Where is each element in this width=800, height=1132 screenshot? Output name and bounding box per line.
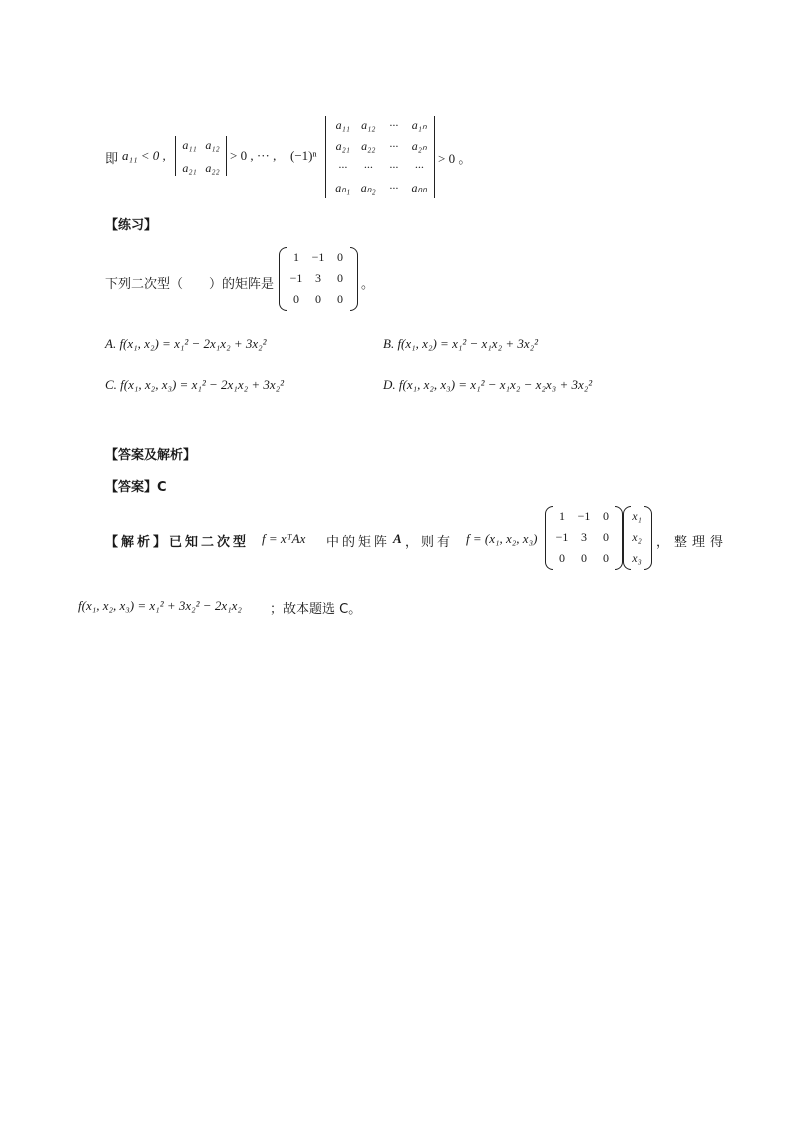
matrix-entry: 1 [559,509,565,523]
matrix-entry: 1 [293,250,299,264]
question-end: 。 [361,277,375,292]
question-text: 下列二次型（ ）的矩阵是 [105,277,275,292]
option-d: D. f(x₁, x₂, x₃) = x₁² − x₁x₂ − x₂x₃ + 3x₂² [383,377,593,392]
vector-entry: x₂ [632,530,642,544]
det2-entry: a₁₁ [182,138,197,152]
matrix-entry: 0 [315,292,321,306]
a11-condition: a₁₁ < 0 , [122,148,166,163]
detn-entry: ··· [389,118,399,132]
vector-entry: x₃ [632,551,642,565]
detn-entry: a₁₁ [335,118,350,132]
det2-entry: a₂₁ [182,161,197,175]
det2-entry: a₂₂ [205,161,220,175]
matrix-entry: −1 [577,509,591,523]
detn-entry: a₂₁ [335,139,350,153]
analysis-matrix-right-paren [615,506,623,570]
analysis-mid: 中的矩阵 [326,535,391,550]
detn-entry: ··· [363,160,373,174]
vector-entry: x₁ [632,509,642,523]
detn-entry: ··· [389,139,399,153]
analysis-label: 【解析】已知二次型 [105,535,250,550]
matrix-entry: 0 [337,271,343,285]
matrix-entry: 3 [581,530,587,544]
sign-factor: (−1)ⁿ [290,148,317,163]
detn-entry: ··· [389,181,399,195]
answer-heading: 【答案及解析】 [105,448,197,463]
det-nxn-entries [330,118,432,196]
matrix-entry: 0 [337,292,343,306]
matrix-entry: 0 [603,530,609,544]
matrix-entry: −1 [289,271,303,285]
prefix-text: 即 [105,152,119,167]
analysis-tail: ，整理得 [656,535,729,550]
detn-entry: ··· [338,160,348,174]
detn-entry: ··· [414,160,424,174]
f-row-vector: f = (x₁, x₂, x₃) [466,531,538,546]
det2-entry: a₁₂ [205,138,220,152]
detn-entry: aₙₙ [411,181,428,195]
matrix-symbol: A [393,531,402,546]
detn-entry: aₙ₂ [360,181,376,195]
answer-line: 【答案】C [105,480,167,495]
matrix-entry: −1 [311,250,325,264]
det-2x2-entries [178,138,224,176]
detn-entry: a₂₂ [361,139,376,153]
matrix-entry: 0 [559,551,565,565]
detn-entry: ··· [389,160,399,174]
matrix-entry: 0 [603,551,609,565]
analysis-formula: f = xᵀAx [262,531,306,546]
question-matrix [285,250,351,307]
detn-entry: a₁₂ [361,118,376,132]
detn-entry: a₂ₙ [411,139,427,153]
conclusion-formula: f(x₁, x₂, x₃) = x₁² + 3x₂² − 2x₁x₂ [78,598,242,613]
matrix-entry: −1 [555,530,569,544]
matrix-entry: 0 [337,250,343,264]
conclusion-text: ；故本题选 C。 [270,602,362,617]
matrix-entry: 0 [581,551,587,565]
det2-tail: > 0 , ··· , [230,148,277,163]
matrix-entry: 3 [315,271,321,285]
detn-entry: a₁ₙ [411,118,427,132]
exercise-heading: 【练习】 [105,218,158,233]
matrix-entry: 0 [603,509,609,523]
option-a: A. f(x₁, x₂) = x₁² − 2x₁x₂ + 3x₂² [105,336,267,351]
matrix-right-paren [350,247,358,311]
detn-entry: aₙ₁ [335,181,351,195]
analysis-then: ，则有 [405,535,454,550]
detn-tail: > 0 。 [438,151,472,166]
matrix-entry: 0 [293,292,299,306]
option-b: B. f(x₁, x₂) = x₁² − x₁x₂ + 3x₂² [383,336,539,351]
vector-right-paren [644,506,652,570]
analysis-matrix [551,509,617,566]
option-c: C. f(x₁, x₂, x₃) = x₁² − 2x₁x₂ + 3x₂² [105,377,285,392]
